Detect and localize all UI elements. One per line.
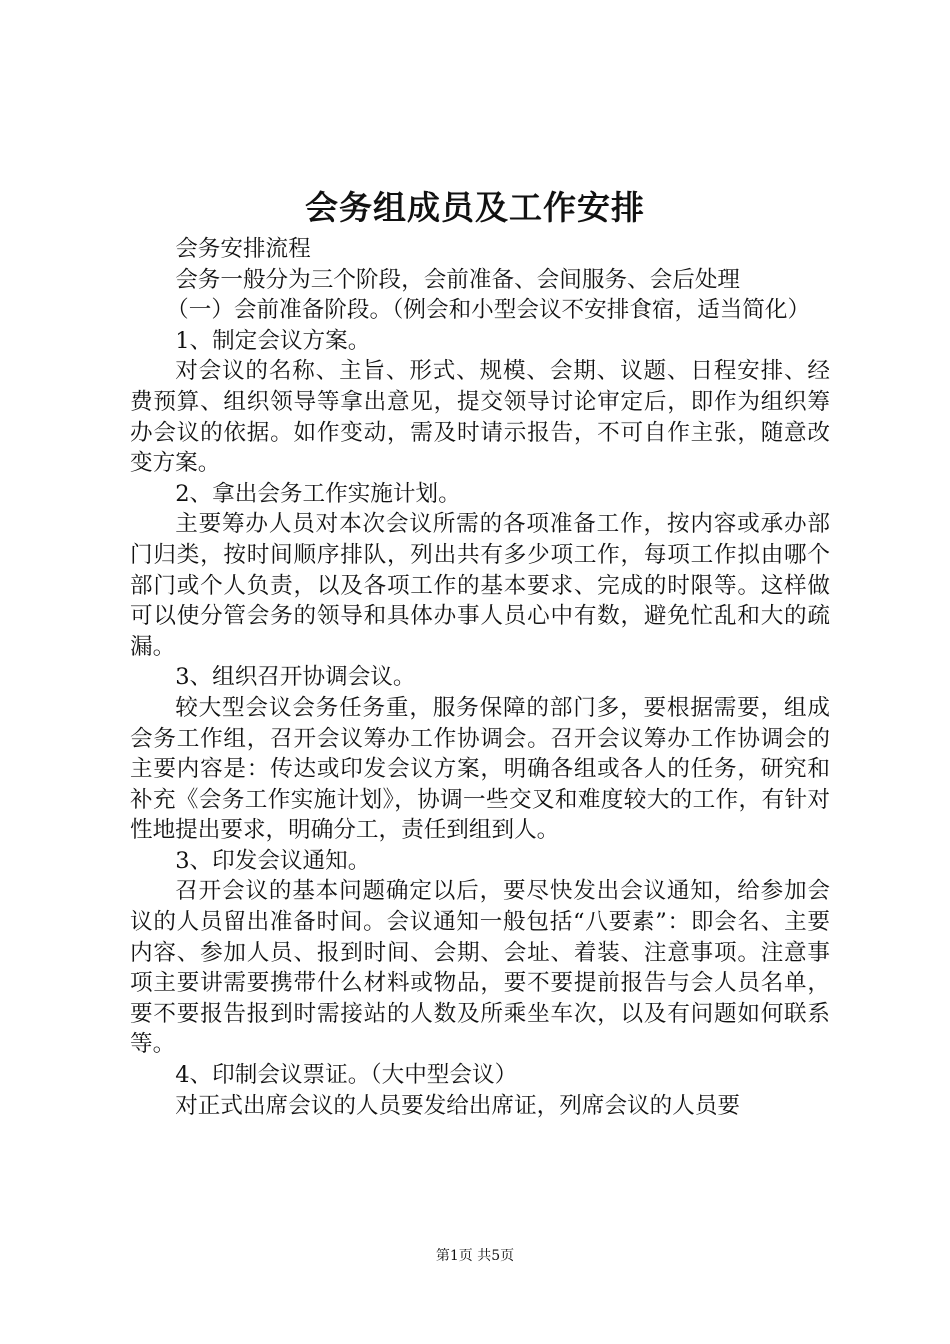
paragraph-item-3-heading: 3、组织召开协调会议。 [175, 664, 416, 691]
paragraph-section-one: （一）会前准备阶段。（例会和小型会议不安排食宿，适当简化） [166, 297, 811, 324]
paragraph-item-2-body: 主要筹办人员对本次会议所需的各项准备工作，按内容或承办部门归类，按时间顺序排队，列出共有多少项工作，每项工作拟由哪个部门或个人负责，以及各项工作的基本要求、完成的时限等。这样做可以使分管会务的领导和具体办事人员心中有数，避免忙乱和大的疏漏。 [130, 511, 830, 660]
paragraph-item-2-heading: 2、拿出会务工作实施计划。 [175, 480, 461, 507]
paragraph-item-4-heading: 4、印制会议票证。（大中型会议） [175, 1062, 518, 1089]
document-title: 会务组成员及工作安排 [305, 188, 645, 227]
document-body [130, 234, 830, 1121]
paragraph-stages: 会务一般分为三个阶段，会前准备、会间服务、会后处理 [175, 266, 741, 293]
paragraph-item-1-body: 对会议的名称、主旨、形式、规模、会期、议题、日程安排、经费预算、组织领导等拿出意见，提交领导讨论审定后，即作为组织筹办会议的依据。如作变动，需及时请示报告，不可自作主张，随意改变方案。 [130, 358, 830, 477]
page-number-footer: 第1页 共5页 [435, 1248, 515, 1264]
paragraph-item-3b-body: 召开会议的基本问题确定以后，要尽快发出会议通知，给参加会议的人员留出准备时间。会议通知一般包括“八要素”：即会名、主要内容、参加人员、报到时间、会期、会址、着装、注意事项。注意事项主要讲需要携带什么材料或物品，要不要提前报告与会人员名单，要不要报告报到时需接站的人数及所乘坐车次，以及有问题如何联系等。 [130, 878, 830, 1058]
paragraph-item-4-body: 对正式出席会议的人员要发给出席证，列席会议的人员要 [175, 1092, 741, 1119]
paragraph-item-1-heading: 1、制定会议方案。 [175, 327, 371, 354]
paragraph-heading-process: 会务安排流程 [175, 236, 311, 262]
paragraph-item-3-body: 较大型会议会务任务重，服务保障的部门多，要根据需要，组成会务工作组，召开会议筹办工作协调会。召开会议筹办工作协调会的主要内容是：传达或印发会议方案，明确各组或各人的任务，研究和补充《会务工作实施计划》，协调一些交叉和难度较大的工作，有针对性地提出要求，明确分工，责任到组到人。 [130, 694, 830, 844]
paragraph-item-3b-heading: 3、印发会议通知。 [175, 847, 371, 874]
